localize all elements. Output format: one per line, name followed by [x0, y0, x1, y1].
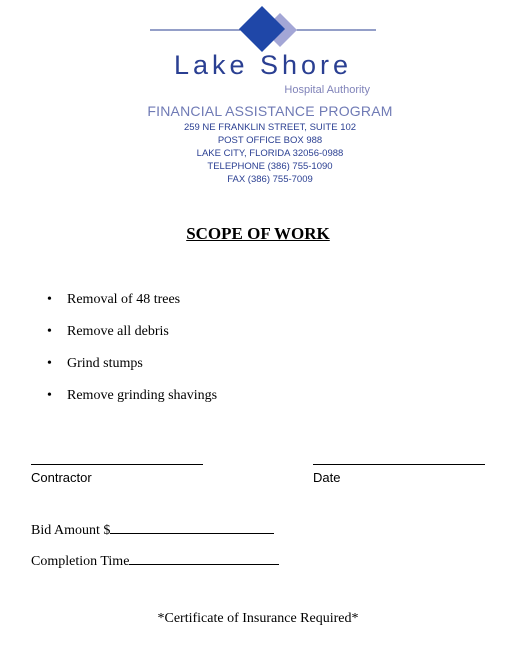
list-item: • Grind stumps	[47, 356, 143, 371]
bid-amount-input[interactable]	[110, 519, 274, 534]
contractor-label: Contractor	[31, 470, 92, 485]
address-line: LAKE CITY, FLORIDA 32056-0988	[196, 148, 344, 159]
brand-subtitle: Hospital Authority	[284, 84, 370, 96]
date-signature-line[interactable]	[313, 464, 485, 465]
bullet-icon: •	[47, 356, 52, 371]
address-block	[130, 121, 410, 186]
program-name: FINANCIAL ASSISTANCE PROGRAM	[147, 103, 393, 119]
lake-shore-logo-icon	[150, 6, 376, 52]
list-item: • Removal of 48 trees	[47, 292, 181, 307]
brand-name: Lake Shore	[173, 50, 353, 80]
completion-time-input[interactable]	[129, 550, 279, 565]
fax-line: FAX (386) 755-7009	[227, 174, 313, 185]
date-label: Date	[313, 470, 341, 485]
insurance-note: *Certificate of Insurance Required*	[157, 611, 359, 626]
page-title: SCOPE OF WORK	[186, 224, 330, 243]
bullet-icon: •	[47, 292, 52, 307]
list-item: • Remove grinding shavings	[47, 388, 218, 403]
letterhead	[0, 0, 516, 190]
completion-time-label: Completion Time	[31, 554, 130, 569]
bullet-icon: •	[47, 388, 52, 403]
bid-amount-field	[31, 519, 274, 539]
contractor-signature-line[interactable]	[31, 464, 203, 465]
completion-time-field	[31, 550, 279, 570]
telephone-line: TELEPHONE (386) 755-1090	[207, 161, 333, 172]
bullet-icon: •	[47, 324, 52, 339]
address-line: 259 NE FRANKLIN STREET, SUITE 102	[183, 122, 357, 133]
scope-list	[47, 292, 217, 420]
list-item: • Remove all debris	[47, 324, 169, 339]
bid-amount-label: Bid Amount $	[31, 523, 111, 538]
address-line: POST OFFICE BOX 988	[217, 135, 323, 146]
